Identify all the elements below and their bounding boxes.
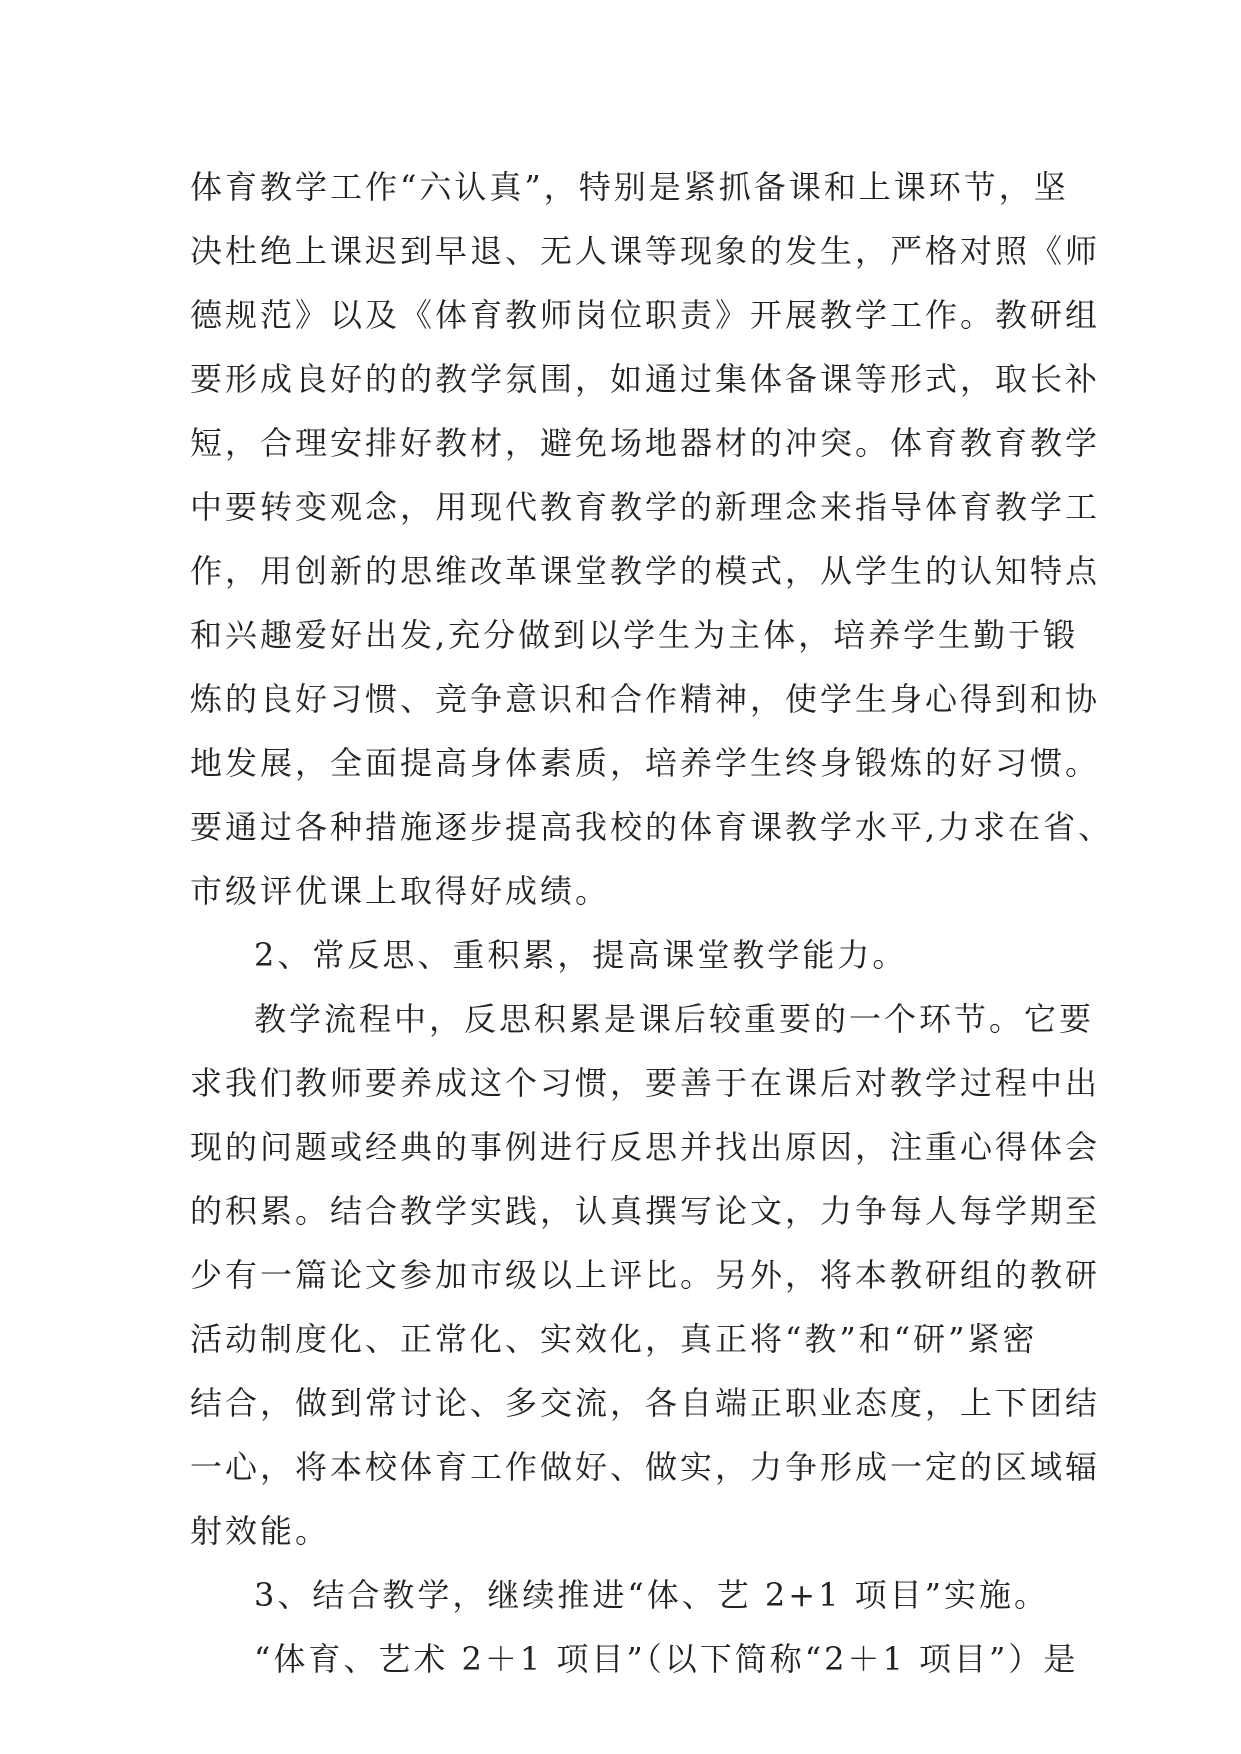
text-line: 市级评优课上取得好成绩。 (190, 872, 611, 910)
text-line: 射效能。 (190, 1512, 331, 1550)
section-heading: 3、结合教学，继续推进“体、艺 2+1 项目”实施。 (254, 1576, 1049, 1614)
text-line: 作，用创新的思维改革课堂教学的模式，从学生的认知特点 (190, 552, 1101, 590)
text-line: 的积累。结合教学实践，认真撰写论文，力争每人每学期至 (190, 1192, 1101, 1230)
text-line: 中要转变观念，用现代教育教学的新理念来指导体育教学工 (190, 488, 1101, 526)
text-line: 炼的良好习惯、竞争意识和合作精神，使学生身心得到和协 (190, 680, 1101, 718)
document-body (190, 155, 1114, 1691)
text-line: 活动制度化、正常化、实效化，真正将“教”和“研”紧密 (190, 1320, 1038, 1358)
text-line: 教学流程中，反思积累是课后较重要的一个环节。它要 (254, 1000, 1095, 1038)
text-line: 求我们教师要养成这个习惯，要善于在课后对教学过程中出 (190, 1064, 1101, 1102)
text-line: 结合，做到常讨论、多交流，各自端正职业态度，上下团结 (190, 1384, 1101, 1422)
text-line: 地发展，全面提高身体素质，培养学生终身锻炼的好习惯。 (190, 744, 1101, 782)
text-line: “体育、艺术 2＋1 项目”（以下简称“2＋1 项目”）是 (254, 1640, 1079, 1678)
text-line: 和兴趣爱好出发,充分做到以学生为主体，培养学生勤于锻 (190, 616, 1079, 654)
text-line: 决杜绝上课迟到早退、无人课等现象的发生，严格对照《师 (190, 232, 1101, 270)
text-line: 体育教学工作“六认真”，特别是紧抓备课和上课环节，坚 (190, 168, 1069, 206)
text-line: 要通过各种措施逐步提高我校的体育课教学水平,力求在省、 (190, 808, 1114, 846)
text-line: 现的问题或经典的事例进行反思并找出原因，注重心得体会 (190, 1128, 1101, 1166)
text-line: 少有一篇论文参加市级以上评比。另外，将本教研组的教研 (190, 1256, 1101, 1294)
text-line: 短，合理安排好教材，避免场地器材的冲突。体育教育教学 (190, 424, 1101, 462)
text-line: 德规范》以及《体育教师岗位职责》开展教学工作。教研组 (190, 296, 1101, 334)
text-line: 要形成良好的的教学氛围，如通过集体备课等形式，取长补 (190, 360, 1101, 398)
section-heading: 2、常反思、重积累，提高课堂教学能力。 (254, 936, 908, 974)
text-line: 一心，将本校体育工作做好、做实，力争形成一定的区域辐 (190, 1448, 1101, 1486)
